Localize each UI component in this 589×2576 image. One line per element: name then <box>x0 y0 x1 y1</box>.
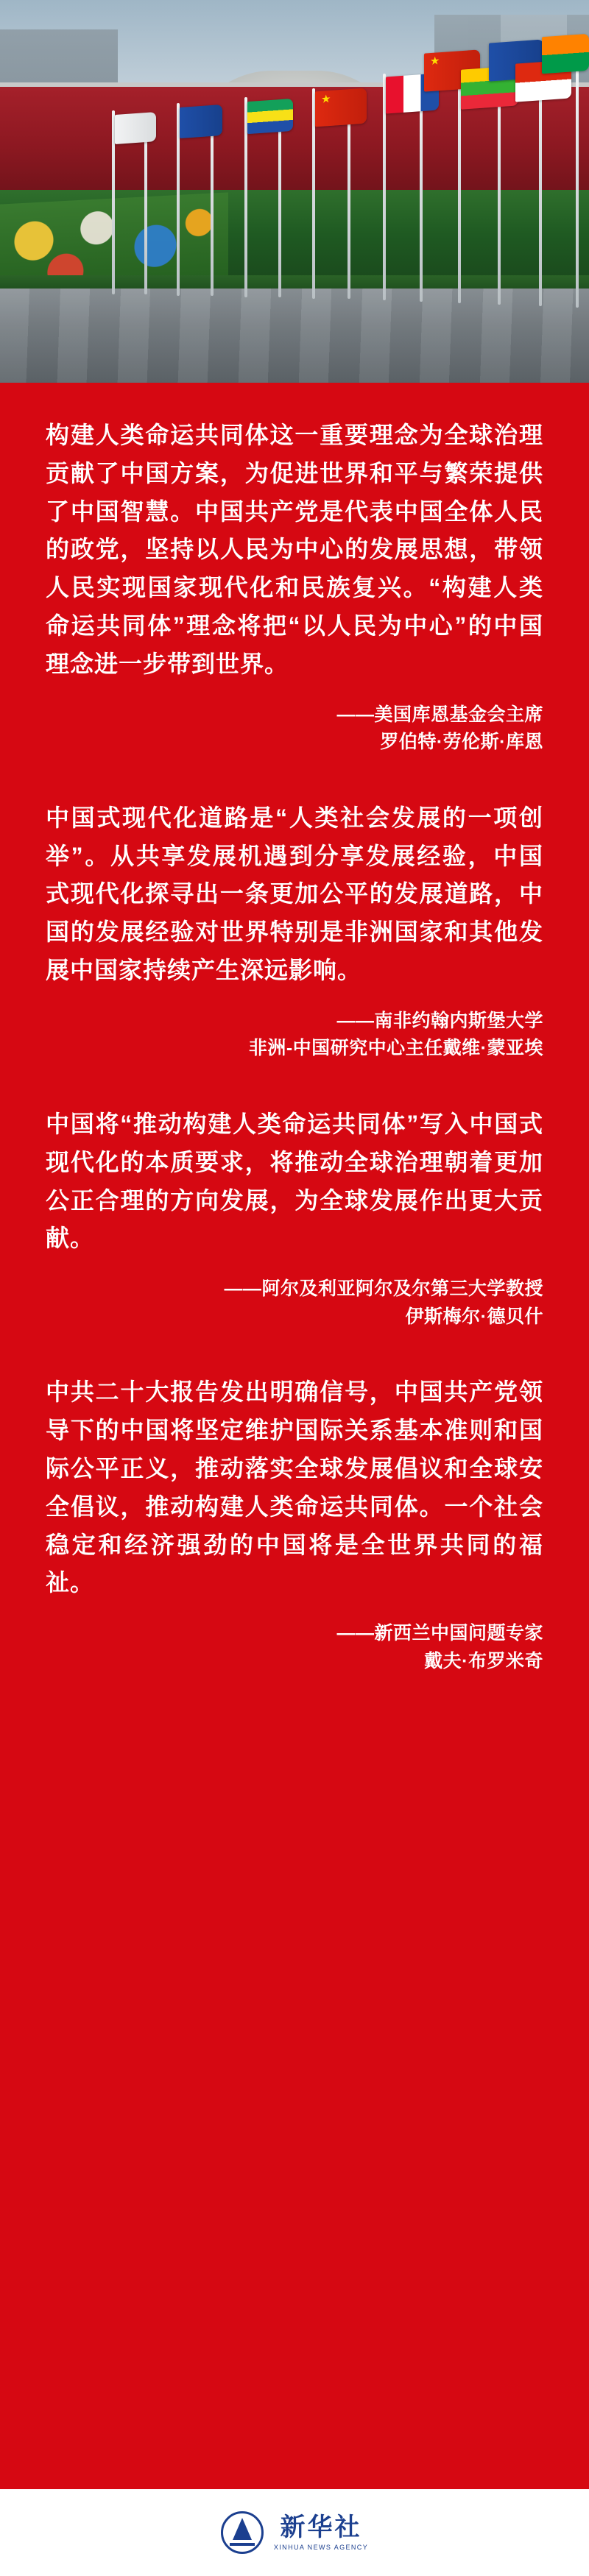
flag-pole <box>144 118 147 294</box>
flag-pole <box>498 79 501 305</box>
quote-attribution <box>46 1008 543 1063</box>
quote-text: 构建人类命运共同体这一重要理念为全球治理贡献了中国方案，为促进世界和平与繁荣提供了中国智慧。中国共产党是代表中国全体人民的政党，坚持以人民为中心的发展思想，带领人民实现国家现代化和民族复兴。“构建人类命运共同体”理念将把“以人民为中心”的中国理念进一步带到世界。 <box>46 422 543 677</box>
logo-text-chinese: 新华社 <box>280 2513 362 2541</box>
attribution-line-1: ——新西兰中国问题专家 <box>336 1623 543 1644</box>
hero-photo <box>0 0 589 383</box>
flag-pole <box>576 71 579 308</box>
logo-base <box>230 2543 255 2546</box>
attribution-line-1: ——南非约翰内斯堡大学 <box>336 1010 543 1031</box>
attribution-line-2: 戴夫·布罗米奇 <box>424 1650 543 1671</box>
quote-block <box>0 1373 589 1675</box>
logo-text-english: XINHUA NEWS AGENCY <box>273 2543 369 2551</box>
orange-green-flag <box>542 34 589 74</box>
quote-text: 中共二十大报告发出明确信号，中国共产党领导下的中国将坚定维护国际关系基本准则和国际公平正义，推动落实全球发展倡议和全球安全倡议，推动构建人类命运共同体。一个社会稳定和经济强劲的中国将是全世界共同的福祉。 <box>46 1379 543 1596</box>
quote-attribution <box>46 1275 543 1331</box>
attribution-line-1: ——阿尔及利亚阿尔及尔第三大学教授 <box>224 1278 543 1300</box>
blue-flag <box>180 105 222 138</box>
flag-array <box>0 0 589 316</box>
flag-pole <box>348 103 350 299</box>
xinhua-pagoda-icon <box>221 2511 264 2554</box>
quote-attribution <box>46 1620 543 1675</box>
quote-attribution <box>46 701 543 757</box>
quote-block <box>0 799 589 1063</box>
quote-text: 中国式现代化道路是“人类社会发展的一项创举”。从共享发展机遇到分享发展经验，中国式现代化探寻出一条更加公平的发展道路，中国的发展经验对世界特别是非洲国家和其他发展中国家持续产生深远影响。 <box>46 804 543 984</box>
logo-tower <box>233 2518 252 2540</box>
attribution-line-1: ——美国库恩基金会主席 <box>336 704 543 725</box>
attribution-line-2: 罗伯特·劳伦斯·库恩 <box>380 732 543 753</box>
attribution-line-2: 伊斯梅尔·德贝什 <box>405 1306 543 1327</box>
quote-text: 中国将“推动构建人类命运共同体”写入中国式现代化的本质要求，将推动全球治理朝着更加公正合理的方向发展，为全球发展作出更大贡献。 <box>46 1110 543 1252</box>
flag-pole <box>211 115 214 296</box>
quote-block <box>0 417 589 757</box>
white-flag <box>115 112 156 144</box>
green-flag <box>247 99 293 134</box>
flag-pole <box>420 90 423 302</box>
quote-sections <box>0 383 589 1675</box>
logo-wordmark <box>274 2515 368 2551</box>
footer-logo-bar <box>0 2489 589 2576</box>
quote-block <box>0 1105 589 1331</box>
flag-pole <box>278 110 281 297</box>
attribution-line-2: 非洲-中国研究中心主任戴维·蒙亚埃 <box>248 1038 543 1059</box>
china-flag <box>315 88 367 127</box>
